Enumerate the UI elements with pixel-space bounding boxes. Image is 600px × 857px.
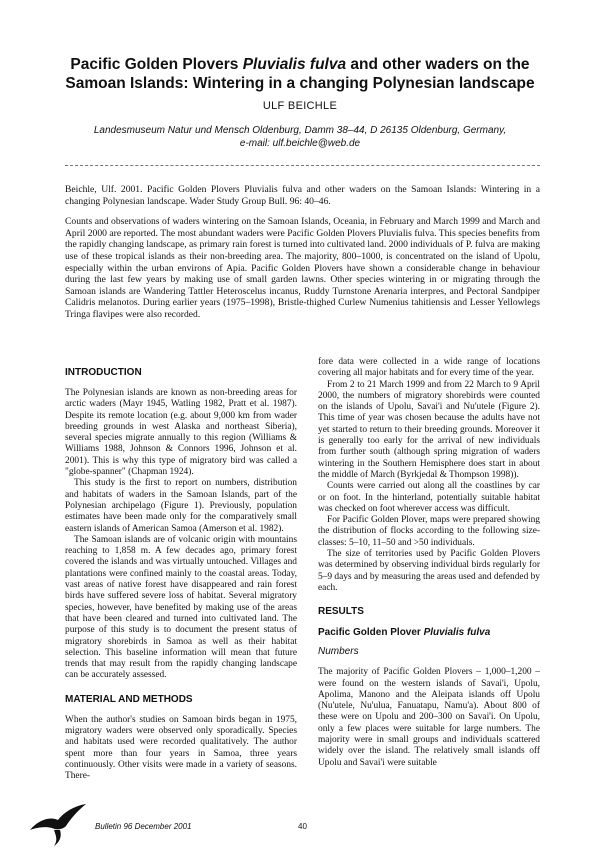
introduction-paragraph: This study is the first to report on numbers, distribution and habitats of waders in the Samoan Islands, part of the Polynesian archipelago (Figure 1). Previously, population estimates have been made only for the comparatively small eastern islands of American Samoa (Amerson et al. 1982). <box>65 478 297 534</box>
author-name: ULF BEICHLE <box>262 100 338 112</box>
results-heading: RESULTS <box>318 606 364 618</box>
header-divider <box>65 165 540 166</box>
introduction-heading: INTRODUCTION <box>65 367 142 378</box>
results-paragraph: The majority of Pacific Golden Plovers – 1,000–1,200 – were found on the western islands of Savai'i, Upolu, Apolima, Manono and the Aleipata islands off Upolu (Nu'utele, Nu'ulua, Fanuatapu, Namu'a). About 800 of these were on Upolu and 200–300 on Savai'i. On Upolu, only a few places were suitable for large numbers. The majority were in small groups and individuals scattered widely over the island. The relatively small islands off Upolu and Savai'i were suitable <box>318 667 540 768</box>
right-column <box>318 357 540 769</box>
methods-paragraph: From 2 to 21 March 1999 and from 22 March to 9 April 2000, the numbers of migratory shorebirds were counted on the islands of Upolu, Savai'i and Nu'utele (Figure 2). This time of year was chosen because the adults have not yet started to return to their breeding grounds. Moreover it is generally too early for the arrival of new individuals from further south (although spring migration of waders wintering in the Southern Hemisphere does start in about the middle of March (Byrkjedal & Thompson 1998)). <box>318 379 540 480</box>
introduction-paragraph: The Samoan islands are of volcanic origin with mountains reaching to 1,858 m. A few decades ago, primary forest covered the islands and was virtually untouched. Villages and plantations were confined mainly to the coastal areas. Today, vast areas of native forest have disappeared and rain forest birds have suffered severe loss of habitat. Several migratory species, however, have benefited by making use of the areas that have been cleared and turned into cultivated land. The purpose of this study is to document the present status of migratory shorebirds in Samoa as well as their habitat selection. This baseline information will mean that future trends that may result from the rapidly changing landscape can be accurately assessed. <box>65 534 297 681</box>
results-subheading: Pacific Golden Plover Pluvialis fulva <box>318 627 491 639</box>
abstract-text: Counts and observations of waders wintering on the Samoan Islands, Oceania, in February and March 1999 and March and April 2000 are reported. The most abundant waders were Pacific Golden Plovers Pluvialis fulva. This species benefits from the rapidly changing landscape, as primary rain forest is turned into cultivated land. 2000 individuals of P. fulva are making use of these tropical islands as their non-breeding area. The majority, 800–1000, is concentrated on the island of Upolu, especially within the urban environs of Apia. Pacific Golden Plovers have shown a considerable change in behaviour during the last few years by making use of small garden lawns. Other species wintering in or migrating through the Samoan islands are Wandering Tattler Heteroscelus incanus, Ruddy Turnstone Arenaria interpres, and Pectoral Sandpiper Calidris melanotos. During earlier years (1975–1998), Bristle-thighed Curlew Numenius tahitiensis and Lesser Yellowlegs Tringa flavipes were also recorded. <box>65 216 540 320</box>
methods-paragraph: fore data were collected in a wide range of locations covering all major habitats and for every time of the year. <box>318 357 540 379</box>
introduction-paragraph: The Polynesian islands are known as non-breeding areas for arctic waders (Mayr 1945, Watling 1982, Pratt et al. 1987). Despite its remote location (e.g. about 9,000 km from wader breeding grounds in west Alaska and northeast Siberia), several species migrate annually to this region (Williams & Williams 1988, Johnson & Connors 1996, Johnson et al. 2001). This is why this type of migratory bird was called a "globe-spanner" (Chapman 1924). <box>65 388 297 478</box>
left-column <box>65 367 297 783</box>
affiliation-address: Landesmuseum Natur und Mensch Oldenburg, Damm 38–44, D 26135 Oldenburg, Germany, <box>93 125 507 136</box>
numbers-subheading: Numbers <box>318 646 359 658</box>
page-number: 40 <box>298 822 307 831</box>
methods-paragraph: For Pacific Golden Plover, maps were prepared showing the distribution of flocks according to the following size-classes: 5–10, 11–50 and >50 individuals. <box>318 515 540 548</box>
methods-paragraph: When the author's studies on Samoan birds began in 1975, migratory waders were observed only sporadically. Species and habitats used were recorded qualitatively. The author spent more than four years in Samoa, three years continuously. Other visits were made in a variety of seasons. There- <box>65 714 297 782</box>
flying-bird-icon <box>28 800 88 848</box>
methods-paragraph: Counts were carried out along all the coastlines by car or on foot. In the hinterland, potentially suitable habitat was checked on foot wherever access was difficult. <box>318 481 540 514</box>
abstract <box>65 184 540 330</box>
author-affiliation <box>70 124 530 150</box>
journal-issue: Bulletin 96 December 2001 <box>95 822 192 831</box>
methods-paragraph: The size of territories used by Pacific Golden Plovers was determined by observing individual birds regularly for 5–9 days and by measuring the areas used and defended by each. <box>318 549 540 593</box>
article-title: Pacific Golden Plovers Pluvialis fulva and other waders on the Samoan Islands: Wintering in a changing Polynesian landscape <box>65 56 535 92</box>
abstract-citation: Beichle, Ulf. 2001. Pacific Golden Plovers Pluvialis fulva and other waders on the Samoan Islands: Wintering in a changing Polynesian landscape. Wader Study Group Bull. 96: 40–46. <box>65 184 540 207</box>
methods-heading: MATERIAL AND METHODS <box>65 693 193 705</box>
affiliation-email: e-mail: ulf.beichle@web.de <box>239 138 361 149</box>
